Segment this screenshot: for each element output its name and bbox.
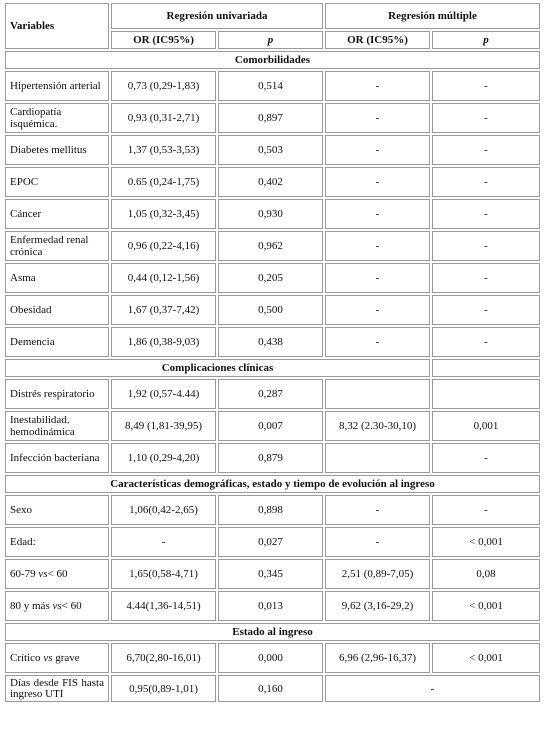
table-row — [5, 527, 540, 557]
or-univariate-cell: 6,70(2,80-16,01) — [111, 643, 216, 673]
or-multiple-cell: 9,62 (3,16-29,2) — [325, 591, 430, 621]
table-row — [5, 231, 540, 261]
or-univariate-cell: 0,93 (0,31-2,71) — [111, 103, 216, 133]
or-univariate-cell: 0.65 (0,24-1,75) — [111, 167, 216, 197]
table-row — [5, 327, 540, 357]
p-multiple-cell: - — [432, 199, 540, 229]
p-univariate-cell: 0,402 — [218, 167, 323, 197]
table-row — [5, 643, 540, 673]
or-multiple-cell: - — [325, 167, 430, 197]
table-row — [5, 167, 540, 197]
or-univariate-cell: 0,44 (0,12-1,56) — [111, 263, 216, 293]
p-multiple-cell: - — [432, 103, 540, 133]
header-p-multiple — [432, 31, 540, 49]
or-multiple-cell: - — [325, 295, 430, 325]
p-univariate-cell: 0,898 — [218, 495, 323, 525]
p-univariate-cell: 0,514 — [218, 71, 323, 101]
table-row — [5, 103, 540, 133]
table-row — [5, 199, 540, 229]
or-multiple-cell: 8,32 (2.30-30,10) — [325, 411, 430, 441]
p-multiple-cell: 0,08 — [432, 559, 540, 589]
variable-cell: Días desde FIS hasta ingreso UTI — [5, 675, 109, 702]
variable-text-part: Crítico — [10, 652, 44, 664]
p-univariate-cell: 0,013 — [218, 591, 323, 621]
variable-cell: Edad: — [5, 527, 109, 557]
table-row — [5, 71, 540, 101]
or-univariate-cell: 1,06(0,42-2,65) — [111, 495, 216, 525]
header-p-univariate — [218, 31, 323, 49]
p-multiple-cell: - — [432, 231, 540, 261]
or-univariate-cell: 1,65(0,58-4,71) — [111, 559, 216, 589]
p-multiple-cell: - — [432, 167, 540, 197]
variable-cell: Obesidad — [5, 295, 109, 325]
or-multiple-cell: - — [325, 263, 430, 293]
p-multiple-cell: - — [432, 135, 540, 165]
table-row — [5, 443, 540, 473]
or-univariate-cell: 1,86 (0,38-9,03) — [111, 327, 216, 357]
p-multiple-cell — [432, 379, 540, 409]
variable-cell: Sexo — [5, 495, 109, 525]
or-univariate-cell: 0,95(0,89-1,01) — [111, 675, 216, 702]
header-multiple: Regresión múltiple — [325, 3, 540, 29]
variable-cell: Inestabilidad. hemodinámica — [5, 411, 109, 441]
p-univariate-cell: 0,160 — [218, 675, 323, 702]
table-row — [5, 591, 540, 621]
or-univariate-cell: 1,92 (0,57-4.44) — [111, 379, 216, 409]
or-multiple-cell: - — [325, 135, 430, 165]
variable-cell — [5, 643, 109, 673]
p-univariate-cell: 0,007 — [218, 411, 323, 441]
p-univariate-cell: 0,879 — [218, 443, 323, 473]
table-row — [5, 411, 540, 441]
or-univariate-cell: 1,10 (0,29-4,20) — [111, 443, 216, 473]
p-multiple-cell: 0,001 — [432, 411, 540, 441]
or-univariate-cell: 1,37 (0,53-3,53) — [111, 135, 216, 165]
p-univariate-cell: 0,205 — [218, 263, 323, 293]
table-row — [5, 295, 540, 325]
p-multiple-cell: - — [432, 495, 540, 525]
or-univariate-cell: 0,73 (0,29-1,83) — [111, 71, 216, 101]
section-header-row — [5, 51, 540, 69]
p-multiple-cell: < 0,001 — [432, 643, 540, 673]
or-multiple-cell: - — [325, 231, 430, 261]
p-multiple-cell: - — [432, 295, 540, 325]
p-univariate-cell: 0,503 — [218, 135, 323, 165]
variable-text-vs: vs — [52, 600, 62, 612]
or-multiple-cell: - — [325, 199, 430, 229]
or-multiple-cell: - — [325, 675, 540, 702]
p-multiple-cell: - — [432, 71, 540, 101]
p-univariate-cell: 0,897 — [218, 103, 323, 133]
section-title: Características demográficas, estado y tiempo de evolución al ingreso — [5, 475, 540, 493]
variable-text-vs: vs — [43, 652, 53, 664]
variable-cell: EPOC — [5, 167, 109, 197]
variable-cell: Distrés respiratorio — [5, 379, 109, 409]
variable-cell: Diabetes mellitus — [5, 135, 109, 165]
or-multiple-cell — [325, 379, 430, 409]
p-univariate-cell: 0,500 — [218, 295, 323, 325]
variable-cell — [5, 591, 109, 621]
p-multiple-cell: - — [432, 443, 540, 473]
p-multiple-cell: - — [432, 327, 540, 357]
table-row — [5, 495, 540, 525]
p-univariate-cell: 0,027 — [218, 527, 323, 557]
section-title: Estado al ingreso — [5, 623, 540, 641]
variable-cell — [5, 559, 109, 589]
table-row — [5, 675, 540, 702]
header-p-multiple-text: p — [483, 34, 489, 46]
header-or-univariate: OR (IC95%) — [111, 31, 216, 49]
table-row — [5, 135, 540, 165]
header-univariate: Regresión univariada — [111, 3, 323, 29]
variable-text-vs: vs — [38, 568, 48, 580]
variable-cell: Hipertensión arterial — [5, 71, 109, 101]
section-header-row — [5, 623, 540, 641]
p-univariate-cell: 0,438 — [218, 327, 323, 357]
variable-cell: Enfermedad renal crónica — [5, 231, 109, 261]
p-univariate-cell: 0,930 — [218, 199, 323, 229]
header-or-multiple: OR (IC95%) — [325, 31, 430, 49]
section-title: Comorbilidades — [5, 51, 540, 69]
table-body — [5, 51, 540, 702]
header-p-univariate-text: p — [267, 34, 274, 46]
variable-cell: Demencia — [5, 327, 109, 357]
variable-text-part: 60-79 — [10, 568, 39, 580]
p-univariate-cell: 0,962 — [218, 231, 323, 261]
or-univariate-cell: 1,67 (0,37-7,42) — [111, 295, 216, 325]
section-empty-cell — [432, 359, 540, 377]
variable-text-part: < 60 — [47, 568, 68, 580]
table-row — [5, 559, 540, 589]
variable-cell: Infección bacteriana — [5, 443, 109, 473]
regression-table — [3, 1, 542, 704]
variable-cell: Cardiopatía isquémica. — [5, 103, 109, 133]
or-multiple-cell: 2,51 (0,89-7,05) — [325, 559, 430, 589]
section-title: Complicaciones clínicas — [5, 359, 430, 377]
or-multiple-cell: - — [325, 103, 430, 133]
or-univariate-cell: 8,49 (1,81-39,95) — [111, 411, 216, 441]
table-row — [5, 379, 540, 409]
variable-text-part: grave — [52, 652, 80, 664]
or-univariate-cell: 0,96 (0,22-4,16) — [111, 231, 216, 261]
p-univariate-cell: 0,345 — [218, 559, 323, 589]
variable-cell: Asma — [5, 263, 109, 293]
or-univariate-cell: 1,05 (0,32-3,45) — [111, 199, 216, 229]
or-multiple-cell: - — [325, 71, 430, 101]
section-header-row — [5, 359, 540, 377]
or-multiple-cell: - — [325, 495, 430, 525]
p-multiple-cell: < 0,001 — [432, 527, 540, 557]
p-multiple-cell: - — [432, 263, 540, 293]
regression-table-container — [3, 1, 542, 704]
p-univariate-cell: 0,000 — [218, 643, 323, 673]
or-univariate-cell: 4.44(1,36-14,51) — [111, 591, 216, 621]
or-multiple-cell: - — [325, 327, 430, 357]
or-multiple-cell: - — [325, 527, 430, 557]
or-univariate-cell: - — [111, 527, 216, 557]
p-univariate-cell: 0,287 — [218, 379, 323, 409]
or-multiple-cell: 6,96 (2,96-16,37) — [325, 643, 430, 673]
variable-cell: Cáncer — [5, 199, 109, 229]
section-header-row — [5, 475, 540, 493]
p-multiple-cell: < 0,001 — [432, 591, 540, 621]
or-multiple-cell — [325, 443, 430, 473]
variable-text-part: < 60 — [61, 600, 82, 612]
table-row — [5, 263, 540, 293]
variable-text-part: 80 y más — [10, 600, 53, 612]
header-variables: Variables — [5, 3, 109, 49]
